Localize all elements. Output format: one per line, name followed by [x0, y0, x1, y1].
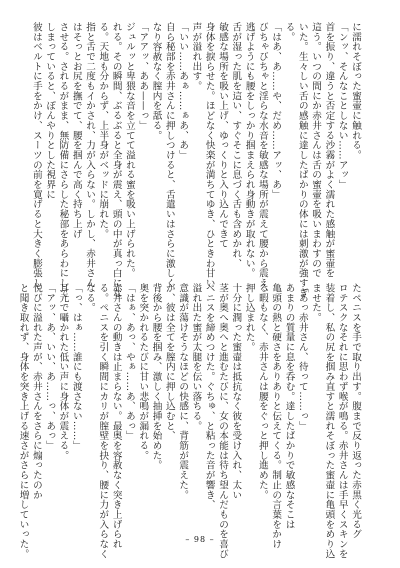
text-column: 「いい……あぁ……ぁあ、あ」 — [177, 22, 189, 160]
text-column: 亀頭の熱と硬さをありありと伝えてくる。制止の言葉をかけ — [270, 283, 282, 549]
text-column: 声が溢れ出す。 — [190, 22, 202, 91]
text-column: 「っ、はぁ……誰にも渡さない……」 — [70, 283, 82, 451]
text-column: ロテスクなそれに思わず喉が鳴る。赤井さんは手早くスキンを — [336, 283, 348, 559]
text-column: 「はあ、あ……や、だめ……アッ、あ」 — [270, 22, 282, 200]
text-column: 茎が奥へ奥へと進むたびに、女の本能は待ち望んだものを喜び — [217, 283, 229, 559]
text-column: る暇もなく、赤井さんは腰をぐっと押し進めた。 — [256, 283, 268, 500]
text-column: 「ンッ、そんなことしない……アッ」 — [336, 22, 348, 190]
text-column: 「はぁ、あっ、やぁ……あ、あっ」 — [123, 283, 135, 441]
text-column: 這う。いつの間にか赤井さんは舌の蜜壷を吸いまわすので — [310, 22, 322, 279]
text-column: る。 — [283, 22, 295, 42]
text-column: が、彼は全てを膣内に押し込むと、 — [163, 283, 175, 441]
text-column: 「あっ赤井さん、待って……っ」 — [296, 283, 308, 431]
text-column: あまりの質量に息を呑む。達したばかりで敏感なそこは — [283, 283, 295, 530]
text-column: 背後から腰を掴み、激しく抽挿を始めた。 — [150, 283, 162, 471]
text-column: はそっとお尻を撫でて、腰を掴んで高く持ち上げ — [70, 22, 82, 239]
text-column: しまっていると、ぽんやりとした視界に — [44, 22, 56, 200]
text-column: に濡れそぼった蜜壷に触れる。 — [350, 22, 361, 160]
text-column: 彼はベルトに手をかけ、スーツの前を寛げると大きく膨張し — [30, 22, 42, 288]
text-column: させる。されるがまま、無防備にさらした秘部をあらわにして — [57, 22, 69, 298]
text-column: たペニスを手で取り出す。腹まで反り返った赤黒く光るグ — [350, 283, 361, 540]
text-column: 奥を突かれるたびに甘い悲鳴が漏れる。 — [137, 283, 149, 461]
text-column: れる。その瞬間、ぶるぶると全身が震え、頭の中が真っ白にな — [110, 22, 122, 298]
text-column: 悦びに溢れた声が、赤井さんをさらに煽ったのか — [30, 283, 42, 500]
text-column: なり容赦なく膣内を舐る。 — [150, 22, 162, 141]
text-column: 敏感な場所を吸い上げ、ゆっくりと入り込んできて — [217, 22, 229, 249]
text-column: 逃げようにも腰をしっかり掴まえられ身動きが取れない。 — [243, 22, 255, 279]
text-column: 耳元で囁かれた低い声に身体が震える。 — [57, 283, 69, 461]
text-column: 指と舌で二度もイかされ、力が入らない。しかし、赤井さん — [84, 22, 96, 288]
text-column: ペニスを締めつけた。ぐちゅ、と粘った音が響き、 — [203, 283, 215, 510]
page-number: – 98 – — [185, 535, 215, 544]
text-column: 十分に潤った蜜壷は抵抗なく彼を受け入れ、太い — [230, 283, 242, 500]
text-column: る。ペニスを引く瞬間にカリが膣壁を抉り、腰に力が入らなく — [97, 283, 109, 559]
text-column: 「アアッ、ああ——っ」 — [137, 22, 149, 131]
text-column: いた。生々しい舌の感触に達したばかりの体には刺激が強すぎ — [296, 22, 308, 298]
text-column: 赤井さんの動きは止まらない。最奥を容赦なく突き上げられ — [110, 283, 122, 549]
text-column: ジュルッと卑猥な音を立てて溢れる蜜を吸い上げられた。 — [123, 22, 135, 279]
text-column: びちゃびちゃと淫らな水音を敏感な場所が震えて腰から震え、 — [256, 22, 268, 298]
text-column: 溢れ出た蜜が太腿を伝い落ちる。 — [190, 283, 202, 431]
text-column: 自ら秘部を赤井さんに押しつけると、舌遣いはさらに激しく — [163, 22, 175, 288]
text-block-top — [30, 22, 362, 298]
text-column: と聞き取れず、身体を突き上げる速さがさらに増していった。 — [17, 283, 29, 559]
text-column: 意識が蕩けそうなほどの快感に、背筋が震えた。 — [177, 283, 189, 500]
text-column: 「アッ、あ、いい、あ……っ、あっ」 — [44, 283, 56, 451]
text-column: ませた。 — [310, 283, 322, 323]
text-column: 押し込まれた。 — [243, 283, 255, 352]
text-column: 装着し、私の尻を掴み直すと濡れそぼった蜜壷に亀頭をめり込 — [323, 283, 335, 559]
text-column: 舌が湿った肌を這い、すぐそこに息づく舌も含めかれ、 — [230, 22, 242, 269]
text-column: 首を振り、違うと否定する沙霧がよく濡れた感触が蜜壷を — [323, 22, 335, 279]
text-column: なる。 — [84, 283, 96, 313]
text-column: る。天地も分からず、上半身がベッドに崩れた。 — [97, 22, 109, 239]
text-column: 身体を捩らせた。ほどなく快楽が満ちてゆき、ひときわ甘い — [203, 22, 215, 288]
